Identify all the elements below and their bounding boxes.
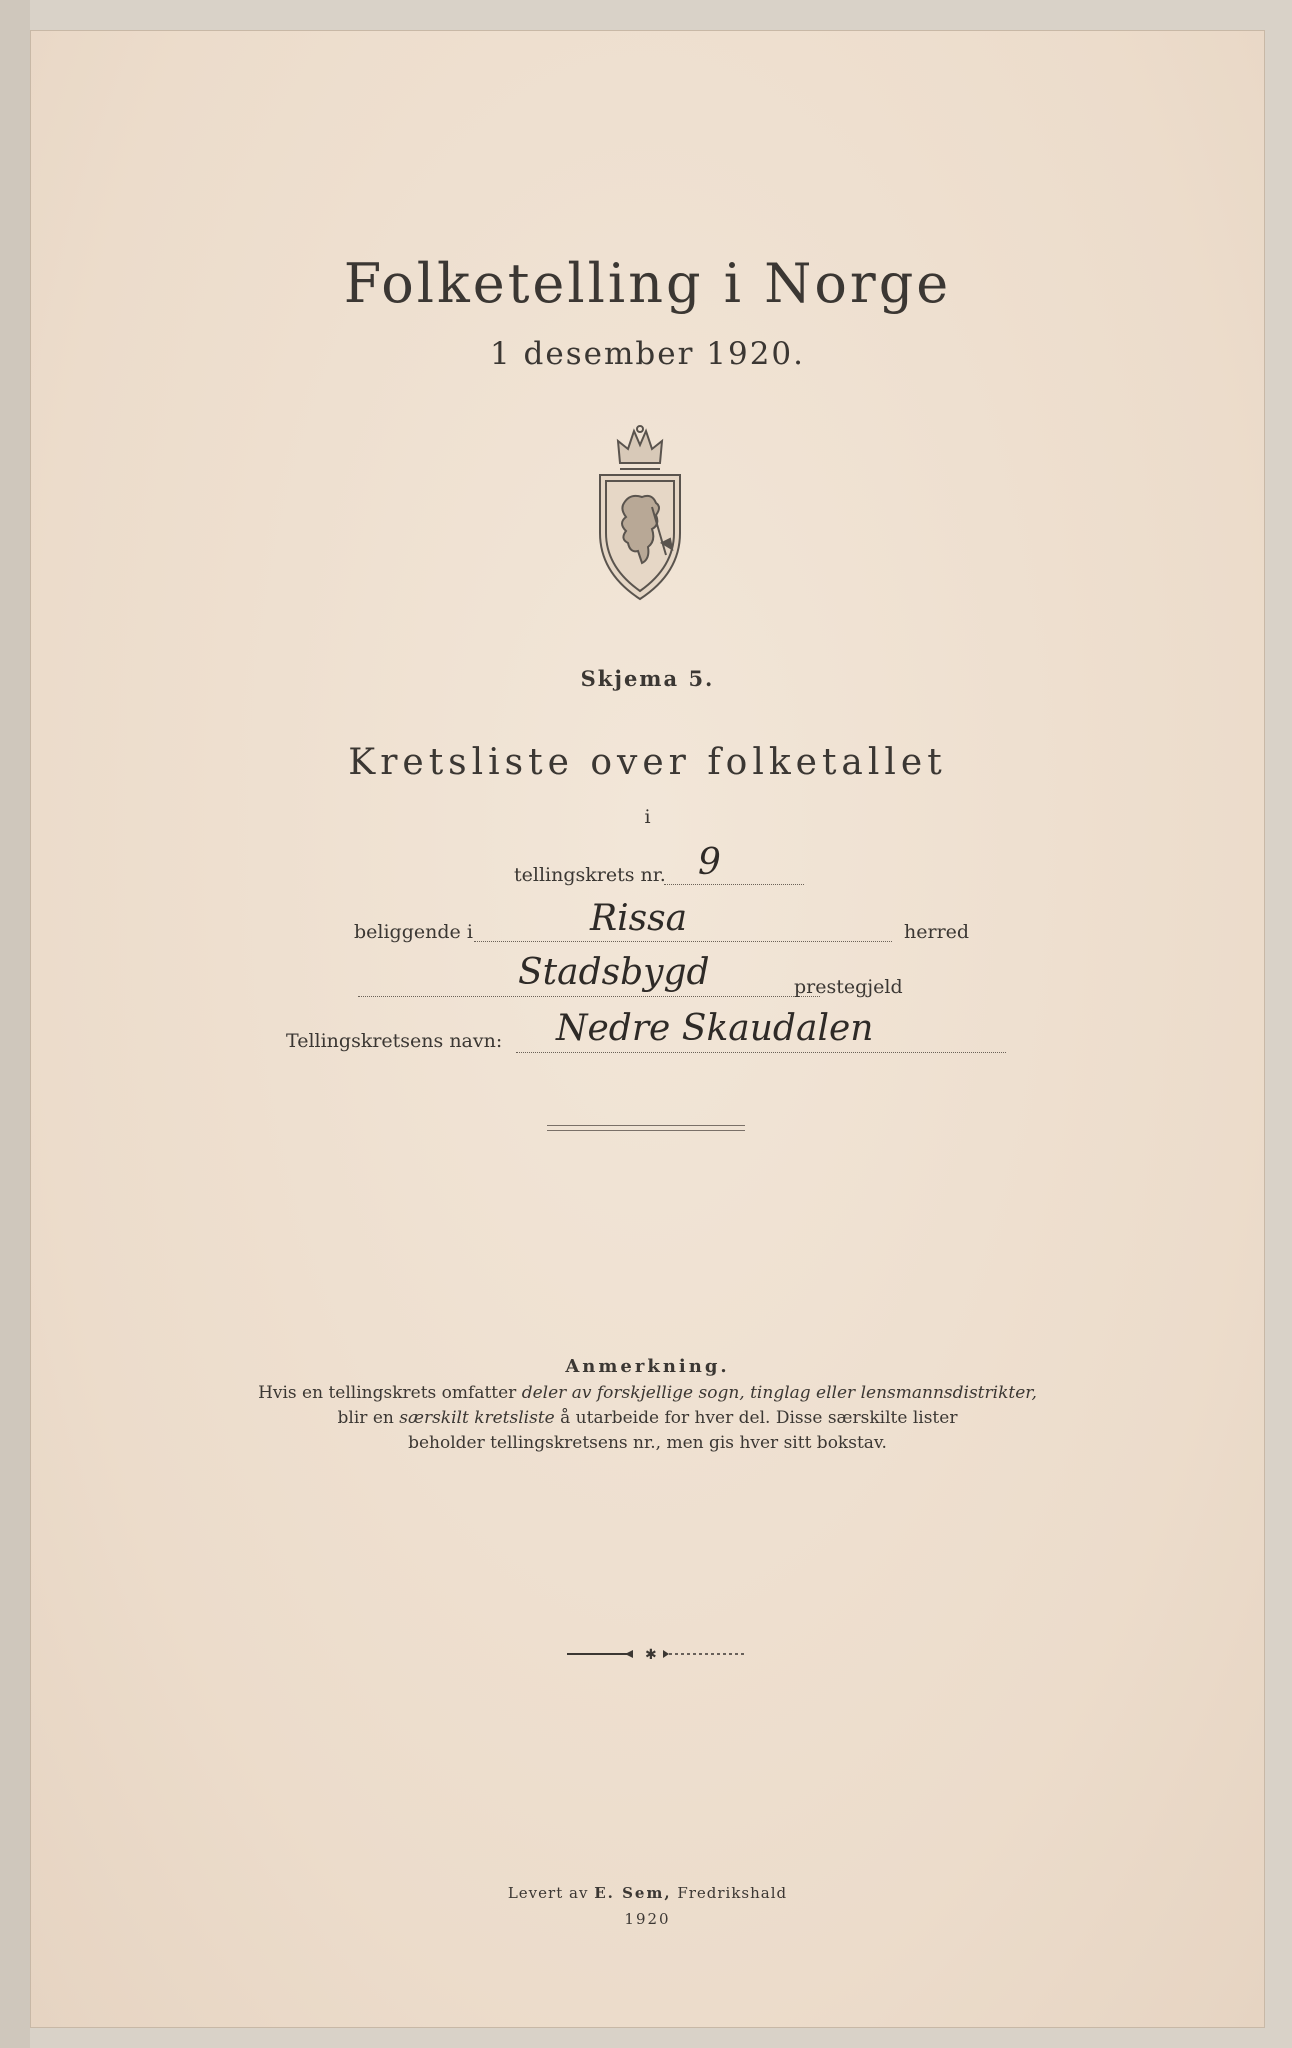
beliggende-dotline [474,941,892,942]
beliggende-label: beliggende i [354,921,473,943]
tellingskrets-label: tellingskrets nr. [514,864,666,886]
note-line-3: beholder tellingskretsens nr., men gis hver sitt bokstav. [408,1433,887,1453]
double-rule-divider [547,1125,745,1131]
ornament-divider-icon [567,1647,747,1661]
note-line-1 [30,1383,1265,1403]
norwegian-coat-of-arms-icon [590,423,690,603]
printer-place: Fredrikshald [671,1884,788,1902]
note-line-2 [30,1408,1265,1428]
form-heading: Kretsliste over folketallet [348,742,947,783]
navn-dotline [516,1052,1006,1053]
note-heading: Anmerkning. [565,1356,730,1377]
census-form-page [30,30,1265,2028]
census-date: 1 desember 1920. [489,336,806,372]
binding-edge [0,0,30,2048]
prestegjeld-dotline [358,996,820,997]
printer-line [30,1884,1265,1902]
note-line-2-emphasis: særskilt kretsliste [399,1408,555,1428]
svg-text:✱: ✱ [645,1647,657,1661]
herred-label: herred [904,921,970,943]
document-title: Folketelling i Norge [343,252,952,315]
prestegjeld-value: Stadsbygd [518,952,710,993]
note-line-1-emphasis: deler av forskjellige sogn, tinglag eller lensmannsdistrikter, [521,1383,1037,1403]
printer-year: 1920 [624,1910,671,1928]
printer-name: E. Sem, [594,1884,672,1902]
printer-prefix: Levert av [507,1884,595,1902]
form-number: Skjema 5. [580,666,715,691]
navn-label: Tellingskretsens navn: [286,1030,503,1052]
connector-word: i [644,806,651,828]
beliggende-value: Rissa [590,898,688,939]
prestegjeld-label: prestegjeld [794,976,903,998]
note-line-2-text-a: blir en [337,1408,400,1428]
tellingskrets-value: 9 [698,842,721,883]
tellingskrets-dotline [664,884,804,885]
note-line-1-text: Hvis en tellingskrets omfatter [258,1383,522,1403]
note-line-2-text-b: å utarbeide for hver del. Disse særskilte lister [554,1408,958,1428]
navn-value: Nedre Skaudalen [556,1008,874,1049]
